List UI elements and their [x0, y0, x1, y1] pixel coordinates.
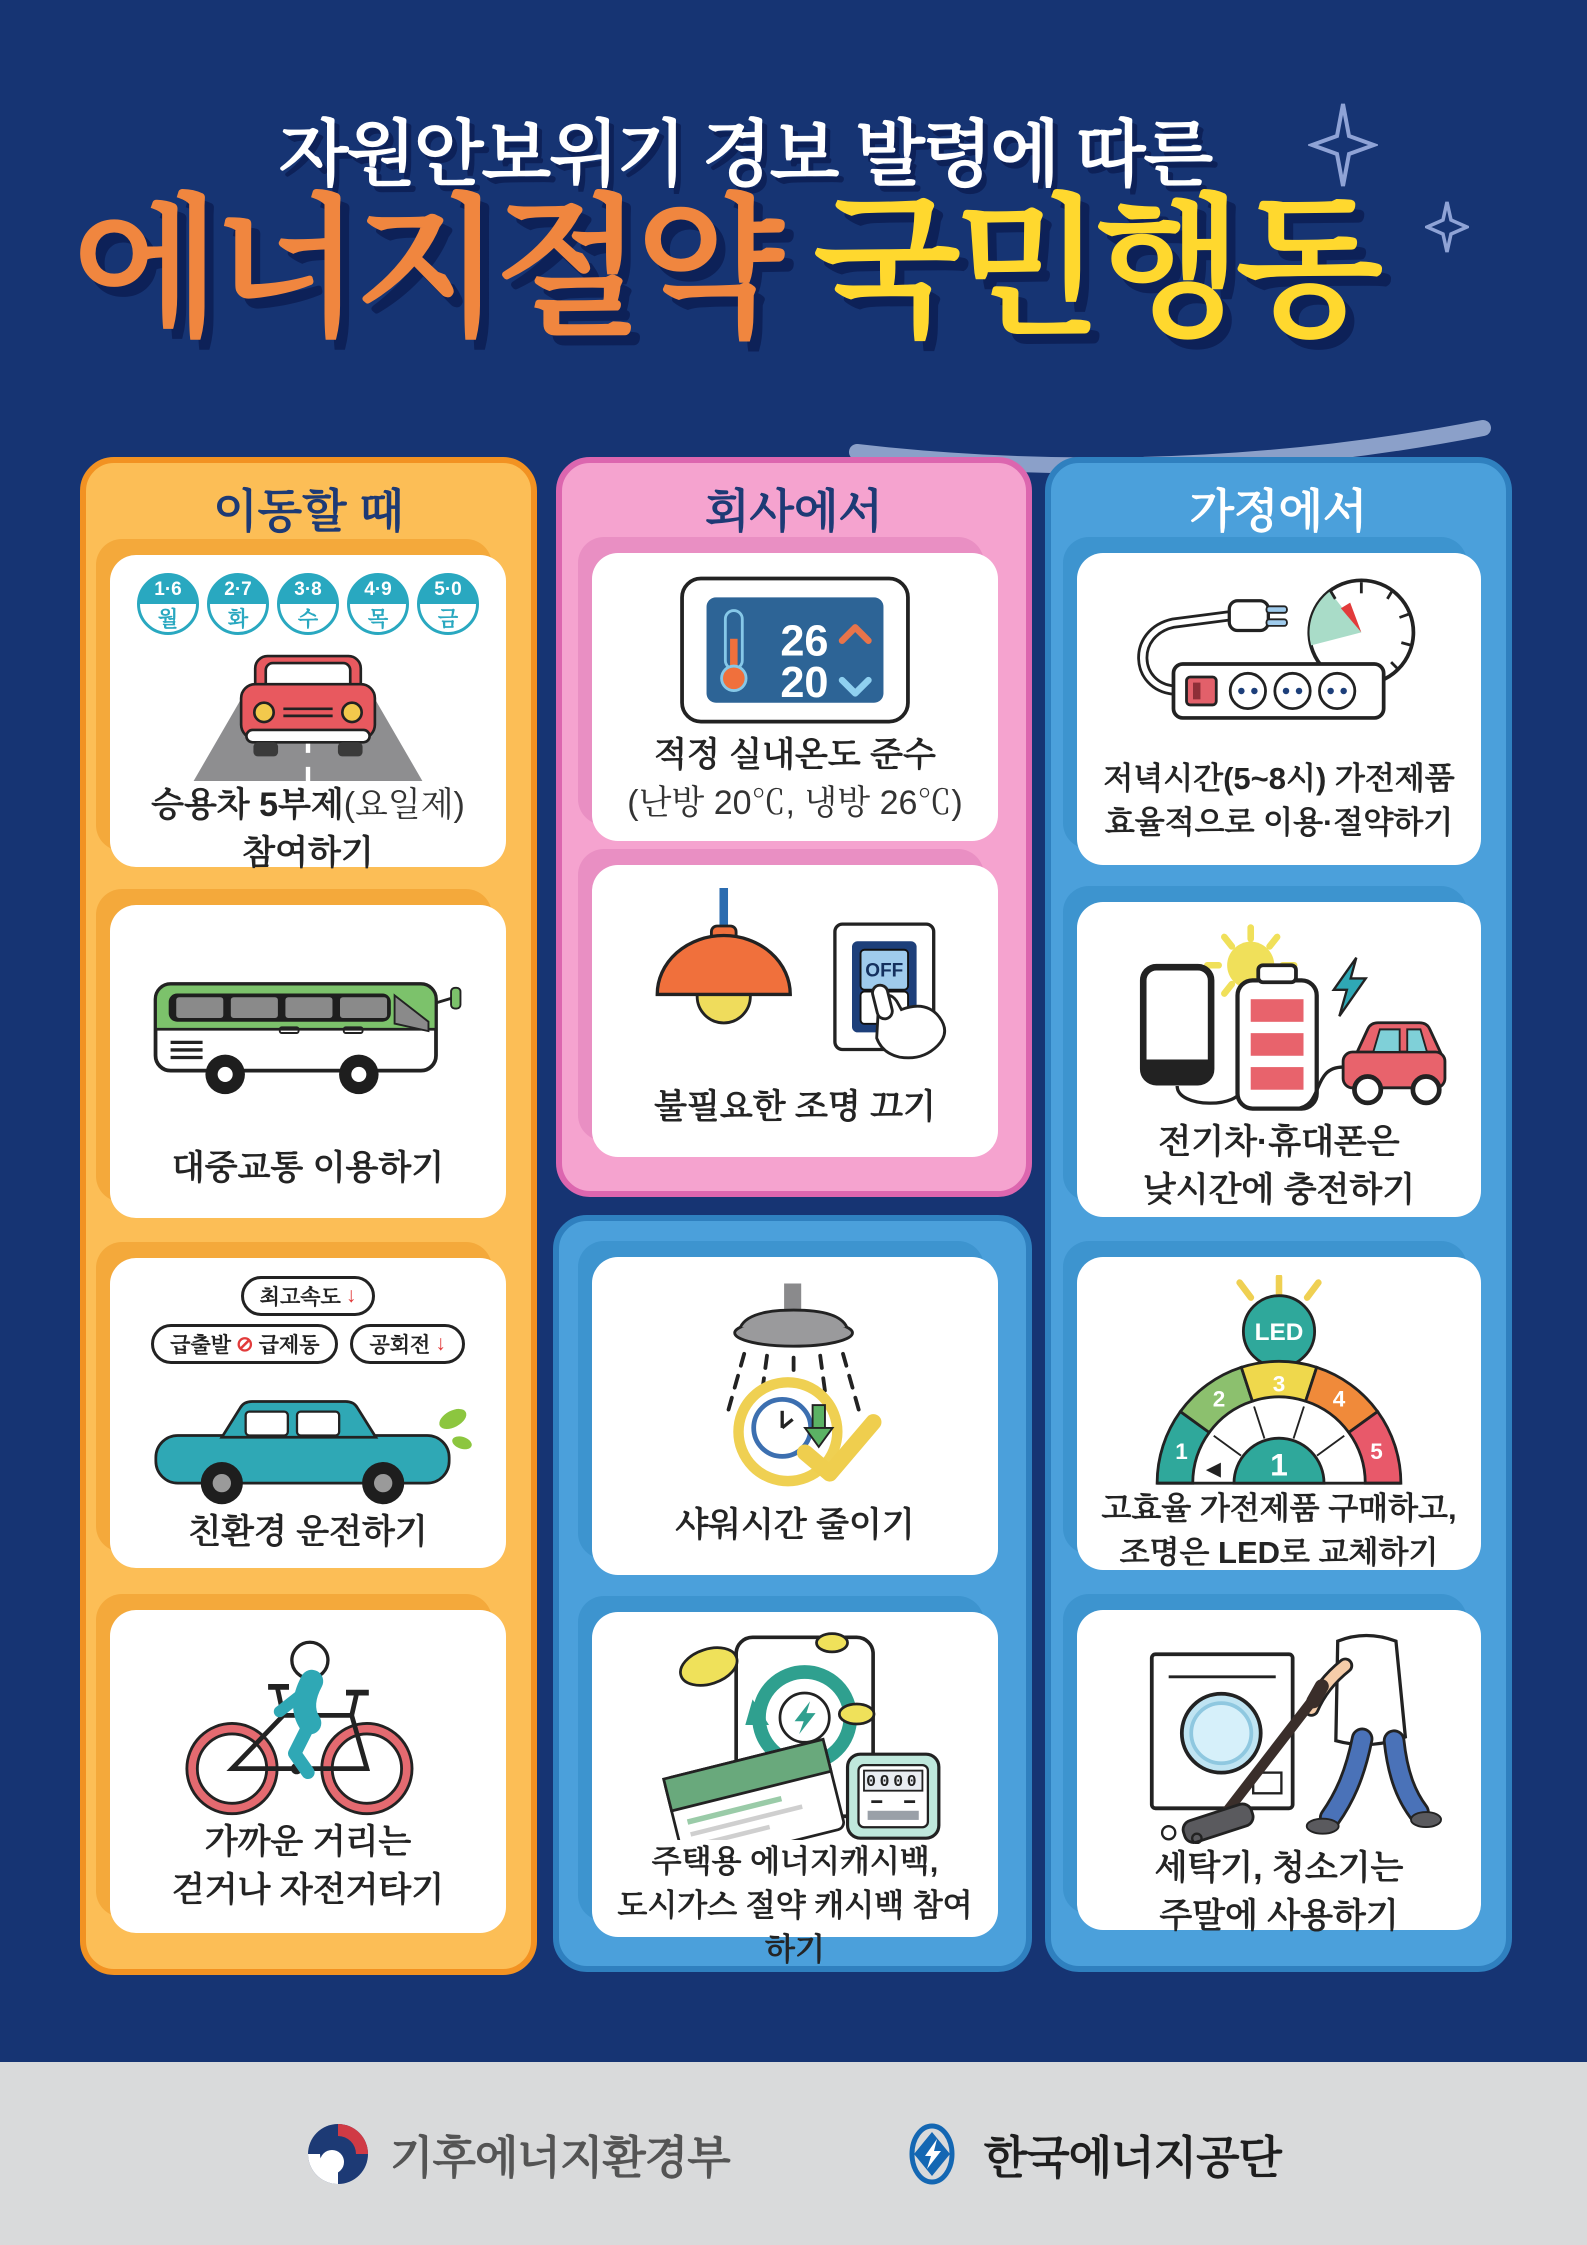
day-circle-thu: 4·9 목 [347, 573, 409, 635]
sparkle-icon [1308, 100, 1378, 190]
poster-title-line2 [0, 182, 1450, 357]
card-caption: 전기차·휴대폰은 낮시간에 충전하기 [1142, 1123, 1416, 1210]
eco-car-icon [143, 1384, 473, 1508]
down-arrow-icon: ↓ [435, 1332, 446, 1355]
led-label: LED [1254, 1318, 1304, 1346]
title-public-action: 국민행동 [813, 184, 1377, 354]
vacuum-laundry-icon [1117, 1628, 1442, 1844]
panel-home-extra [553, 1215, 1032, 1972]
card-shorter-shower [592, 1257, 998, 1575]
ministry-name: 기후에너지환경부 [389, 2132, 730, 2183]
card-caption: 친환경 운전하기 [188, 1513, 428, 1551]
meter-digits: 0000 [865, 1772, 920, 1792]
card-caption: 적정 실내온도 준수 (난방 20℃, 냉방 26℃) [627, 736, 963, 823]
shower-timer-icon [653, 1282, 938, 1494]
card-indoor-temp [592, 553, 998, 841]
svg-text:2: 2 [1212, 1386, 1226, 1412]
cashback-icon [638, 1630, 953, 1840]
card-led-efficiency [1077, 1257, 1481, 1570]
panel-at-office-header: 회사에서 [705, 485, 883, 537]
energy-agency-name: 한국에너지공단 [983, 2132, 1282, 2183]
thermostat-icon [670, 571, 920, 731]
five-day-car-icon [122, 573, 494, 781]
sparkle-small-icon [1425, 200, 1469, 254]
lamp-off-switch-icon [630, 888, 960, 1078]
day-circle-wed: 3·8 수 [277, 573, 339, 635]
energy-agency-emblem-icon [900, 2122, 964, 2186]
svg-text:4: 4 [1332, 1386, 1346, 1412]
card-evening-appliances [1077, 553, 1481, 865]
day-circle-fri: 5·0 금 [417, 573, 479, 635]
svg-text:20: 20 [780, 659, 829, 708]
card-daytime-charging [1077, 902, 1481, 1217]
svg-text:3: 3 [1272, 1371, 1286, 1397]
poster-title-line1: 자원안보위기 경보 발령에 따른 [278, 115, 1212, 195]
day-circle-mon: 1·6 월 [137, 573, 199, 635]
bubble-no-rapid: 급출발 ⊘ 급제동 [151, 1324, 338, 1364]
card-weekend-laundry [1077, 1610, 1481, 1936]
card-car-five-day [110, 555, 506, 873]
card-caption: 승용차 5부제(요일제) 참여하기 [151, 786, 465, 873]
card-eco-driving [110, 1258, 506, 1568]
footer [0, 2062, 1587, 2245]
svg-text:5: 5 [1370, 1438, 1383, 1464]
off-label: OFF [865, 960, 904, 982]
svg-text:1: 1 [1175, 1438, 1188, 1464]
ministry-emblem-icon [306, 2122, 370, 2186]
led-gauge-icon [1129, 1275, 1429, 1487]
card-walk-bike [110, 1610, 506, 1933]
power-strip-icon [1117, 571, 1442, 757]
day-circles [137, 573, 479, 635]
svg-text:26: 26 [780, 617, 829, 666]
ministry-logo-group [306, 2121, 730, 2186]
panel-at-home-header: 가정에서 [1189, 485, 1368, 537]
card-caption: 샤워시간 줄이기 [675, 1505, 915, 1544]
panel-when-moving [80, 457, 537, 1975]
bus-icon [148, 964, 468, 1102]
day-circle-tue: 2·7 화 [207, 573, 269, 635]
card-caption: 주택용 에너지캐시백, 도시가스 절약 캐시백 참여하기 [617, 1844, 973, 1968]
charging-icon [1109, 920, 1449, 1118]
panel-at-office [556, 457, 1032, 1197]
car-on-road-icon [163, 649, 453, 781]
bubble-top-speed: 최고속도 ↓ [241, 1276, 376, 1316]
energy-agency-logo-group [900, 2121, 1281, 2186]
card-caption: 불필요한 조명 끄기 [654, 1087, 936, 1126]
card-public-transit [110, 905, 506, 1218]
down-arrow-icon: ↓ [345, 1284, 357, 1307]
title-energy-saving: 에너지절약 [73, 184, 778, 354]
bicycle-icon [163, 1628, 453, 1818]
card-caption: 저녁시간(5~8시) 가전제품 효율적으로 이용·절약하기 [1103, 761, 1455, 841]
card-caption: 대중교통 이용하기 [171, 1148, 445, 1187]
panel-at-home [1045, 457, 1512, 1972]
card-energy-cashback [592, 1612, 998, 1968]
panel-when-moving-header: 이동할 때 [213, 485, 404, 537]
card-lights-off [592, 865, 998, 1157]
eco-driving-bubbles [151, 1276, 465, 1364]
card-caption: 고효율 가전제품 구매하고, 조명은 LED로 교체하기 [1101, 1491, 1457, 1571]
card-caption: 가까운 거리는 걷거나 자전거타기 [171, 1823, 445, 1910]
no-entry-icon: ⊘ [236, 1332, 254, 1356]
grade-label: 1 [1270, 1446, 1288, 1483]
card-caption: 세탁기, 청소기는 주말에 사용하기 [1154, 1849, 1404, 1936]
bubble-idling: 공회전 ↓ [350, 1324, 464, 1364]
